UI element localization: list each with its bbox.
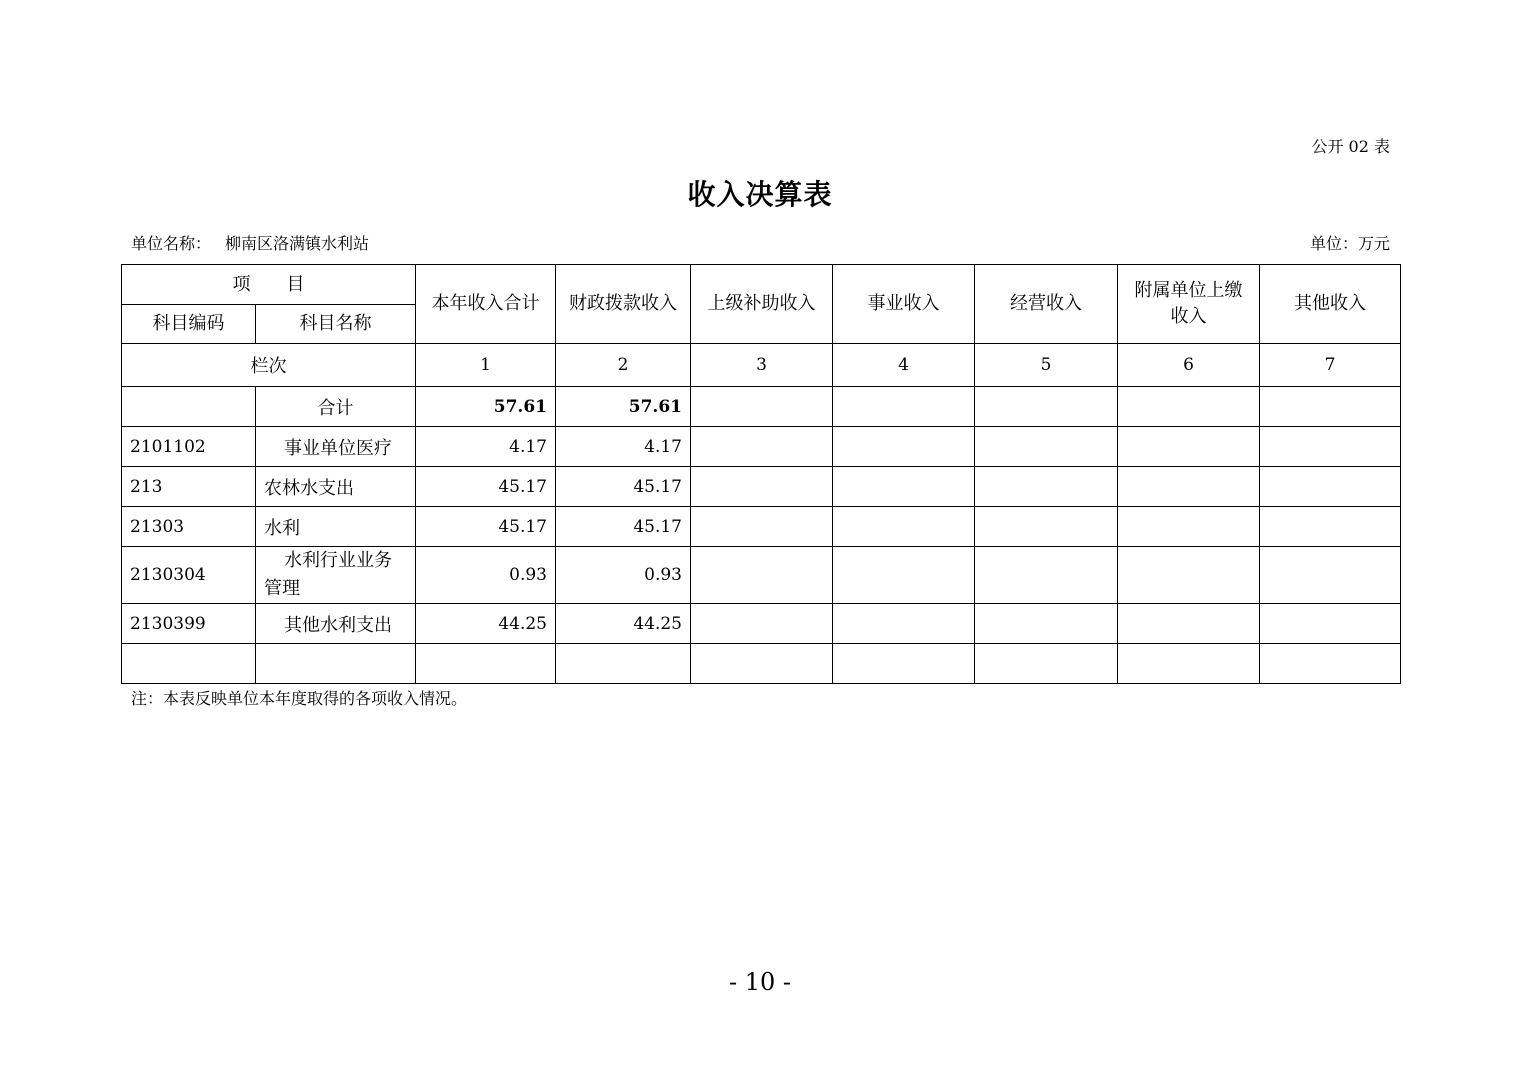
column-index: 1 — [416, 344, 556, 387]
row-value: 44.25 — [556, 604, 691, 644]
row-value — [975, 547, 1118, 604]
row-name: 其他水利支出 — [256, 604, 416, 644]
unit-name-line — [131, 231, 369, 254]
unit-name-label: 单位名称： — [131, 234, 212, 253]
column-index-row — [122, 344, 1401, 387]
total-label: 合计 — [256, 387, 416, 427]
row-value — [1118, 547, 1260, 604]
row-value — [975, 427, 1118, 467]
column-index: 7 — [1260, 344, 1401, 387]
header-col-fiscal: 财政拨款收入 — [556, 265, 691, 344]
column-index: 3 — [691, 344, 833, 387]
row-name: 事业单位医疗 — [256, 427, 416, 467]
row-value — [556, 644, 691, 684]
row-value — [833, 547, 975, 604]
column-index-label: 栏次 — [122, 344, 416, 387]
unit-name-value: 柳南区洛满镇水利站 — [225, 234, 370, 253]
row-value: 44.25 — [416, 604, 556, 644]
header-col-operating: 经营收入 — [975, 265, 1118, 344]
row-value — [691, 427, 833, 467]
row-value — [1260, 467, 1401, 507]
row-code: 213 — [122, 467, 256, 507]
row-value: 45.17 — [416, 507, 556, 547]
row-value: 45.17 — [416, 467, 556, 507]
row-code: 21303 — [122, 507, 256, 547]
table-row — [122, 547, 1401, 604]
row-value: 4.17 — [556, 427, 691, 467]
row-code: 2130399 — [122, 604, 256, 644]
row-name: 水利行业业务管理 — [256, 547, 416, 604]
row-value — [416, 644, 556, 684]
row-value — [975, 467, 1118, 507]
row-value: 45.17 — [556, 507, 691, 547]
row-value — [1260, 507, 1401, 547]
row-value — [833, 604, 975, 644]
row-name: 农林水支出 — [256, 467, 416, 507]
row-value — [1118, 604, 1260, 644]
header-col-total: 本年收入合计 — [416, 265, 556, 344]
header-col-superior: 上级补助收入 — [691, 265, 833, 344]
row-name — [256, 644, 416, 684]
currency-unit: 单位：万元 — [1309, 234, 1390, 253]
row-value — [691, 507, 833, 547]
table-row — [122, 604, 1401, 644]
row-value — [833, 644, 975, 684]
row-value — [975, 644, 1118, 684]
row-code: 2101102 — [122, 427, 256, 467]
row-value: 0.93 — [416, 547, 556, 604]
total-value — [1118, 387, 1260, 427]
total-value — [975, 387, 1118, 427]
total-value — [691, 387, 833, 427]
table-row — [122, 427, 1401, 467]
row-value — [691, 467, 833, 507]
row-name: 水利 — [256, 507, 416, 547]
row-code: 2130304 — [122, 547, 256, 604]
row-value — [1118, 644, 1260, 684]
page-number: - 10 - — [728, 968, 791, 996]
row-code — [122, 644, 256, 684]
row-value — [833, 427, 975, 467]
page-title: 收入决算表 — [687, 178, 833, 211]
header-col-business: 事业收入 — [833, 265, 975, 344]
form-number: 公开 02 表 — [1311, 137, 1390, 156]
row-value — [833, 507, 975, 547]
table-row — [122, 507, 1401, 547]
total-value — [833, 387, 975, 427]
row-value — [975, 507, 1118, 547]
table-body — [122, 265, 1401, 684]
row-value — [1118, 507, 1260, 547]
row-value — [1260, 604, 1401, 644]
column-index: 4 — [833, 344, 975, 387]
row-value — [975, 604, 1118, 644]
total-value: 57.61 — [556, 387, 691, 427]
row-value — [691, 604, 833, 644]
column-index: 2 — [556, 344, 691, 387]
total-row — [122, 387, 1401, 427]
table-note: 注：本表反映单位本年度取得的各项收入情况。 — [131, 689, 468, 708]
header-item-group: 项 目 — [122, 265, 416, 305]
row-value — [691, 644, 833, 684]
row-value — [1260, 427, 1401, 467]
header-row-1 — [122, 265, 1401, 305]
header-name: 科目名称 — [256, 305, 416, 344]
header-col-affiliated: 附属单位上缴收入 — [1118, 265, 1260, 344]
total-value — [1260, 387, 1401, 427]
row-value: 45.17 — [556, 467, 691, 507]
table-row — [122, 467, 1401, 507]
row-value — [1118, 427, 1260, 467]
header-col-other: 其他收入 — [1260, 265, 1401, 344]
row-value — [1260, 644, 1401, 684]
table-row-empty — [122, 644, 1401, 684]
row-value — [691, 547, 833, 604]
column-index: 5 — [975, 344, 1118, 387]
row-value — [1118, 467, 1260, 507]
total-code-cell — [122, 387, 256, 427]
column-index: 6 — [1118, 344, 1260, 387]
income-table — [121, 264, 1401, 684]
header-code: 科目编码 — [122, 305, 256, 344]
row-value — [833, 467, 975, 507]
row-value: 4.17 — [416, 427, 556, 467]
row-value: 0.93 — [556, 547, 691, 604]
row-value — [1260, 547, 1401, 604]
total-value: 57.61 — [416, 387, 556, 427]
